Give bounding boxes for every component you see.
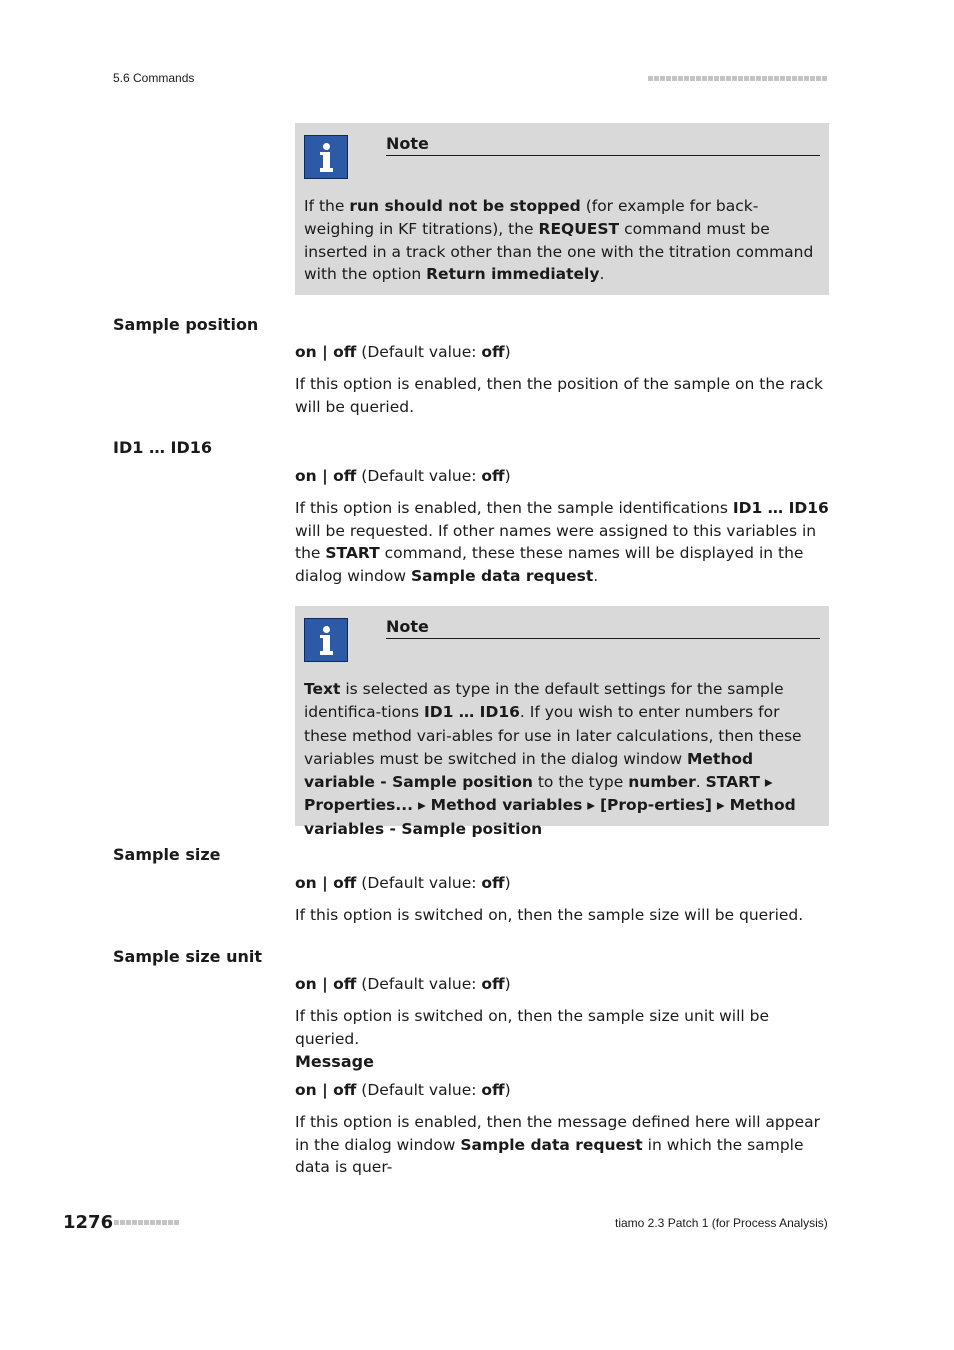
option-description: If this option is switched on, then the sample size unit will be queried.: [295, 1007, 770, 1048]
info-icon: [304, 135, 348, 179]
header-decoration: [648, 76, 827, 81]
note-box: [295, 606, 829, 838]
section-header: 5.6 Commands: [113, 71, 195, 85]
option-description: If this option is enabled, then the sample identifications ID1 … ID16 will be requested. If other names were assigned to this variables in the START command, these these names will be displayed in the dialog window Sample data request.: [295, 499, 829, 586]
option-values: on | off (Default value: off): [295, 1081, 511, 1099]
note-box: [295, 123, 829, 295]
option-description: If this option is switched on, then the sample size will be queried.: [295, 906, 804, 924]
note-title: Note: [386, 134, 820, 156]
note-text: If the run should not be stopped (for example for back-weighing in KF titrations), the REQUEST command must be inserted in a track other than the one with the titration command with the option Return immediately.: [304, 197, 814, 284]
footer-decoration: [114, 1220, 179, 1225]
option-values: on | off (Default value: off): [295, 343, 511, 361]
option-label-sample-size: Sample size: [113, 845, 221, 864]
info-icon: [304, 618, 348, 662]
option-label-sample-size-unit: Sample size unit: [113, 947, 263, 966]
option-description: If this option is enabled, then the position of the sample on the rack will be queried.: [295, 375, 823, 416]
option-description: If this option is enabled, then the message defined here will appear in the dialog window Sample data request in which the sample data is quer-: [295, 1113, 821, 1177]
note-title: Note: [386, 617, 820, 639]
option-values: on | off (Default value: off): [295, 874, 511, 892]
product-name: tiamo 2.3 Patch 1 (for Process Analysis): [615, 1216, 828, 1230]
option-label-id1-id16: ID1 … ID16: [113, 438, 213, 457]
page-number: 1276: [63, 1212, 114, 1233]
option-values: on | off (Default value: off): [295, 975, 511, 993]
option-values: on | off (Default value: off): [295, 467, 511, 485]
option-label-message: Message: [295, 1052, 374, 1071]
note-text: Text is selected as type in the default settings for the sample identifica-tions ID1 … ID16. If you wish to enter numbers for these method vari-ables for use in later calculations, then these variables must be switched in the dialog window Method variable - Sample position to the type number. START ▸ Properties... ▸ Method variables ▸ [Prop-erties] ▸ Method variables - Sample position: [304, 680, 802, 838]
option-label-sample-position: Sample position: [113, 315, 259, 334]
